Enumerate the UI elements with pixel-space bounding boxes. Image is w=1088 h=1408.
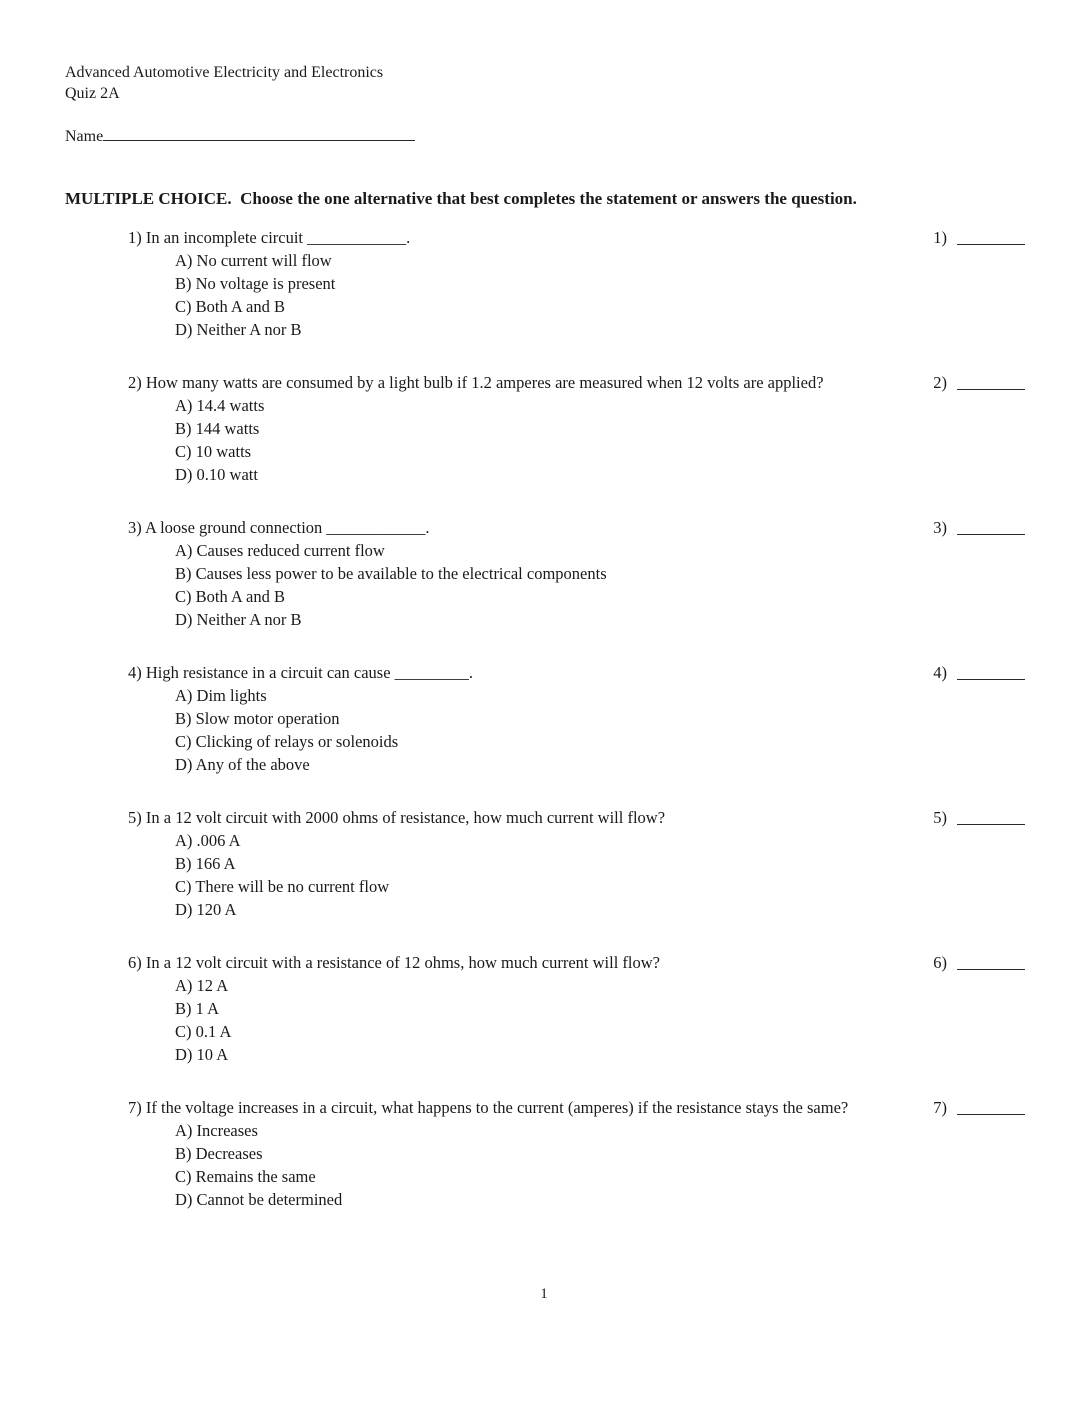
- choice: C) Clicking of relays or solenoids: [175, 732, 399, 751]
- choice: B) No voltage is present: [175, 274, 336, 293]
- choice: D) 120 A: [175, 900, 237, 919]
- question-text: [128, 226, 900, 249]
- answer-blank[interactable]: [957, 807, 1025, 825]
- choice: B) Slow motor operation: [175, 709, 340, 728]
- question-main: [128, 371, 900, 486]
- question-text: [128, 951, 900, 974]
- choices: [175, 974, 900, 1066]
- question-number: 3): [128, 518, 145, 537]
- question: [128, 806, 1025, 921]
- question-body: If the voltage increases in a circuit, what happens to the current (amperes) if the resistance stays the same?: [145, 1098, 849, 1117]
- answer-number: 3): [933, 518, 947, 537]
- choice: D) 0.10 watt: [175, 465, 258, 484]
- name-blank[interactable]: [103, 126, 415, 141]
- choices: [175, 829, 900, 921]
- question-main: [128, 661, 900, 776]
- instructions-heading: MULTIPLE CHOICE. Choose the one alternative that best completes the statement or answers the question.: [65, 189, 857, 208]
- question-text: [128, 661, 900, 684]
- questions-list: [128, 226, 1025, 1211]
- question-text: [128, 371, 900, 394]
- question-main: [128, 1096, 900, 1211]
- answer-blank[interactable]: [957, 662, 1025, 680]
- choice: A) Dim lights: [175, 686, 267, 705]
- answer-area: [933, 1096, 1025, 1119]
- question: [128, 371, 1025, 486]
- choices: [175, 684, 900, 776]
- question-body: In a 12 volt circuit with 2000 ohms of resistance, how much current will flow?: [145, 808, 666, 827]
- question-body: In a 12 volt circuit with a resistance of 12 ohms, how much current will flow?: [145, 953, 660, 972]
- answer-area: [933, 806, 1025, 829]
- question-main: [128, 806, 900, 921]
- answer-number: 6): [933, 953, 947, 972]
- question-number: 5): [128, 808, 146, 827]
- choice: C) 0.1 A: [175, 1022, 232, 1041]
- choice: B) Causes less power to be available to the electrical components: [175, 564, 607, 583]
- choices: [175, 539, 900, 631]
- choice: C) Both A and B: [175, 297, 286, 316]
- answer-blank[interactable]: [957, 1097, 1025, 1115]
- course-title: Advanced Automotive Electricity and Electronics: [65, 64, 384, 81]
- choice: D) Neither A nor B: [175, 320, 302, 339]
- question-text: [128, 1096, 900, 1119]
- answer-number: 4): [933, 663, 947, 682]
- question-number: 1): [128, 228, 146, 247]
- question-body: In an incomplete circuit ____________.: [145, 228, 411, 247]
- answer-area: [933, 226, 1025, 249]
- answer-number: 7): [933, 1098, 947, 1117]
- choice: B) 166 A: [175, 854, 236, 873]
- answer-blank[interactable]: [957, 952, 1025, 970]
- answer-number: 1): [933, 228, 947, 247]
- choice: D) Cannot be determined: [175, 1190, 343, 1209]
- choice: A) 12 A: [175, 976, 229, 995]
- answer-blank[interactable]: [957, 517, 1025, 535]
- quiz-title: Quiz 2A: [65, 85, 120, 102]
- choice: A) Increases: [175, 1121, 258, 1140]
- name-row: [65, 126, 1025, 146]
- question-main: [128, 516, 900, 631]
- question-number: 2): [128, 373, 146, 392]
- choice: A) .006 A: [175, 831, 241, 850]
- answer-area: [933, 661, 1025, 684]
- answer-blank[interactable]: [957, 227, 1025, 245]
- choices: [175, 249, 900, 341]
- question-main: [128, 226, 900, 341]
- choice: C) Both A and B: [175, 587, 286, 606]
- choice: B) Decreases: [175, 1144, 263, 1163]
- answer-area: [933, 371, 1025, 394]
- choices: [175, 394, 900, 486]
- question-number: 4): [128, 663, 146, 682]
- question-number: 7): [128, 1098, 146, 1117]
- answer-blank[interactable]: [957, 372, 1025, 390]
- answer-area: [933, 516, 1025, 539]
- choice: A) Causes reduced current flow: [175, 541, 385, 560]
- page-number: 1: [540, 1286, 548, 1302]
- question-body: How many watts are consumed by a light bulb if 1.2 amperes are measured when 12 volts are applied?: [145, 373, 824, 392]
- name-label: Name: [65, 128, 104, 145]
- question-main: [128, 951, 900, 1066]
- choice: D) Neither A nor B: [175, 610, 302, 629]
- question-body: A loose ground connection ____________.: [144, 518, 430, 537]
- question: [128, 1096, 1025, 1211]
- choices: [175, 1119, 900, 1211]
- question-number: 6): [128, 953, 146, 972]
- question-text: [128, 806, 900, 829]
- choice: C) There will be no current flow: [175, 877, 390, 896]
- question: [128, 661, 1025, 776]
- choice: A) No current will flow: [175, 251, 332, 270]
- question: [128, 226, 1025, 341]
- choice: B) 144 watts: [175, 419, 260, 438]
- question-body: High resistance in a circuit can cause _________.: [145, 663, 474, 682]
- question: [128, 951, 1025, 1066]
- choice: D) Any of the above: [175, 755, 310, 774]
- question-text: [128, 516, 900, 539]
- answer-area: [933, 951, 1025, 974]
- question: [128, 516, 1025, 631]
- choice: A) 14.4 watts: [175, 396, 265, 415]
- choice: D) 10 A: [175, 1045, 229, 1064]
- choice: B) 1 A: [175, 999, 220, 1018]
- answer-number: 2): [933, 373, 947, 392]
- choice: C) Remains the same: [175, 1167, 316, 1186]
- answer-number: 5): [933, 808, 947, 827]
- choice: C) 10 watts: [175, 442, 252, 461]
